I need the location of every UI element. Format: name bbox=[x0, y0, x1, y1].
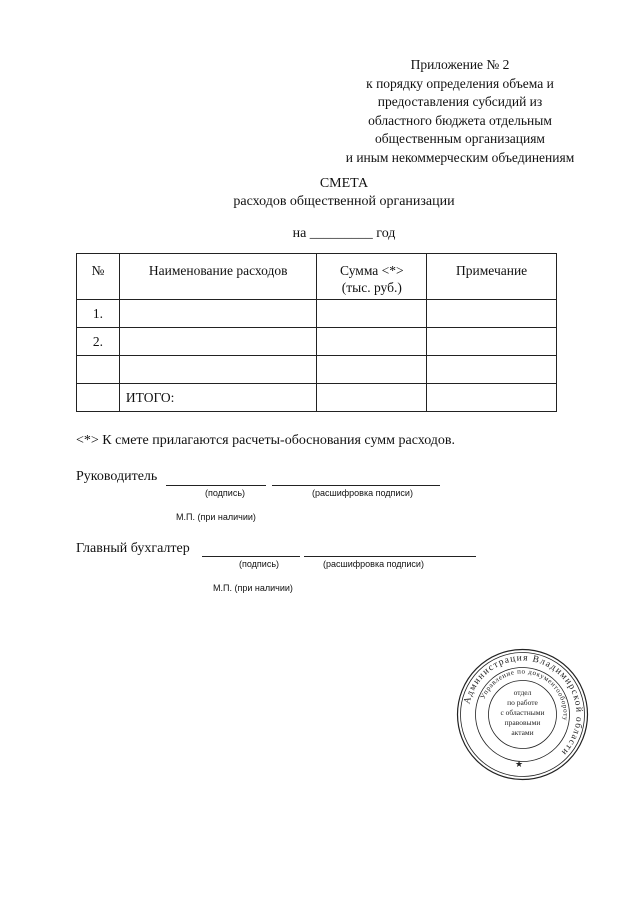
header-sum bbox=[317, 254, 427, 300]
row-sum-cell bbox=[317, 300, 427, 328]
row-note-cell bbox=[427, 328, 557, 356]
appendix-header bbox=[310, 56, 610, 167]
document-subtitle: расходов общественной организации bbox=[233, 194, 455, 209]
table-total-row bbox=[77, 384, 557, 412]
document-title: СМЕТА bbox=[319, 176, 369, 191]
row-sum-cell bbox=[317, 356, 427, 384]
row-note-cell bbox=[427, 356, 557, 384]
appendix-line: областного бюджета отдельным bbox=[368, 112, 552, 128]
total-label: ИТОГО: bbox=[119, 384, 317, 412]
year-blank: _________ bbox=[309, 226, 373, 241]
accountant-decode-blank bbox=[304, 556, 476, 557]
row-note-cell bbox=[427, 300, 557, 328]
year-prefix: на bbox=[292, 226, 307, 241]
accountant-sign-blank bbox=[202, 556, 300, 557]
stamp-inner-line: актами bbox=[511, 728, 534, 737]
accountant-stamp-note: М.П. (при наличии) bbox=[213, 583, 293, 593]
stamp-star-icon: ★ bbox=[515, 759, 524, 769]
stamp-inner-line: по работе bbox=[507, 698, 538, 707]
header-num: № bbox=[77, 254, 120, 300]
head-sign-blank bbox=[166, 485, 266, 486]
table-header-row bbox=[77, 254, 557, 300]
head-caption-decode: (расшифровка подписи) bbox=[312, 488, 413, 498]
stamp-outer-text: Администрация Владимирской области bbox=[462, 653, 584, 758]
head-stamp-note: М.П. (при наличии) bbox=[176, 512, 256, 522]
row-sum-cell bbox=[317, 328, 427, 356]
head-caption-sign: (подпись) bbox=[205, 488, 246, 498]
official-stamp bbox=[455, 647, 590, 782]
appendix-title: Приложение № 2 bbox=[410, 57, 510, 72]
total-note-cell bbox=[427, 384, 557, 412]
header-sum-line1: Сумма <*> bbox=[340, 263, 404, 278]
year-line bbox=[48, 226, 640, 242]
accountant-caption-decode: (расшифровка подписи) bbox=[323, 559, 424, 569]
header-sum-line2: (тыс. руб.) bbox=[341, 280, 402, 295]
header-name: Наименование расходов bbox=[119, 254, 317, 300]
table-row bbox=[77, 356, 557, 384]
row-name-cell bbox=[119, 300, 317, 328]
stamp-middle-text: Управление по документообороту bbox=[478, 667, 570, 722]
stamp-inner-line: с областными bbox=[500, 708, 545, 717]
total-sum-cell bbox=[317, 384, 427, 412]
appendix-line: и иным некоммерческим объединениям bbox=[345, 149, 575, 165]
footnote: <*> К смете прилагаются расчеты-обоснования сумм расходов. bbox=[76, 433, 456, 448]
accountant-caption-sign: (подпись) bbox=[239, 559, 280, 569]
appendix-line: предоставления субсидий из bbox=[377, 94, 543, 109]
row-num bbox=[77, 356, 120, 384]
table-row bbox=[77, 300, 557, 328]
head-label: Руководитель bbox=[76, 469, 158, 484]
stamp-inner-line: правовыми bbox=[504, 718, 541, 727]
appendix-line: общественным организациям bbox=[375, 131, 545, 146]
stamp-inner-line: отдел bbox=[513, 688, 532, 697]
appendix-line: к порядку определения объема и bbox=[366, 75, 554, 91]
accountant-label: Главный бухгалтер bbox=[76, 541, 190, 556]
head-decode-blank bbox=[272, 485, 440, 486]
row-name-cell bbox=[119, 328, 317, 356]
table-row bbox=[77, 328, 557, 356]
total-num-cell bbox=[77, 384, 120, 412]
expense-table bbox=[76, 253, 557, 412]
row-name-cell bbox=[119, 356, 317, 384]
header-note: Примечание bbox=[427, 254, 557, 300]
row-num: 1. bbox=[77, 300, 120, 328]
year-suffix: год bbox=[376, 226, 396, 241]
row-num: 2. bbox=[77, 328, 120, 356]
